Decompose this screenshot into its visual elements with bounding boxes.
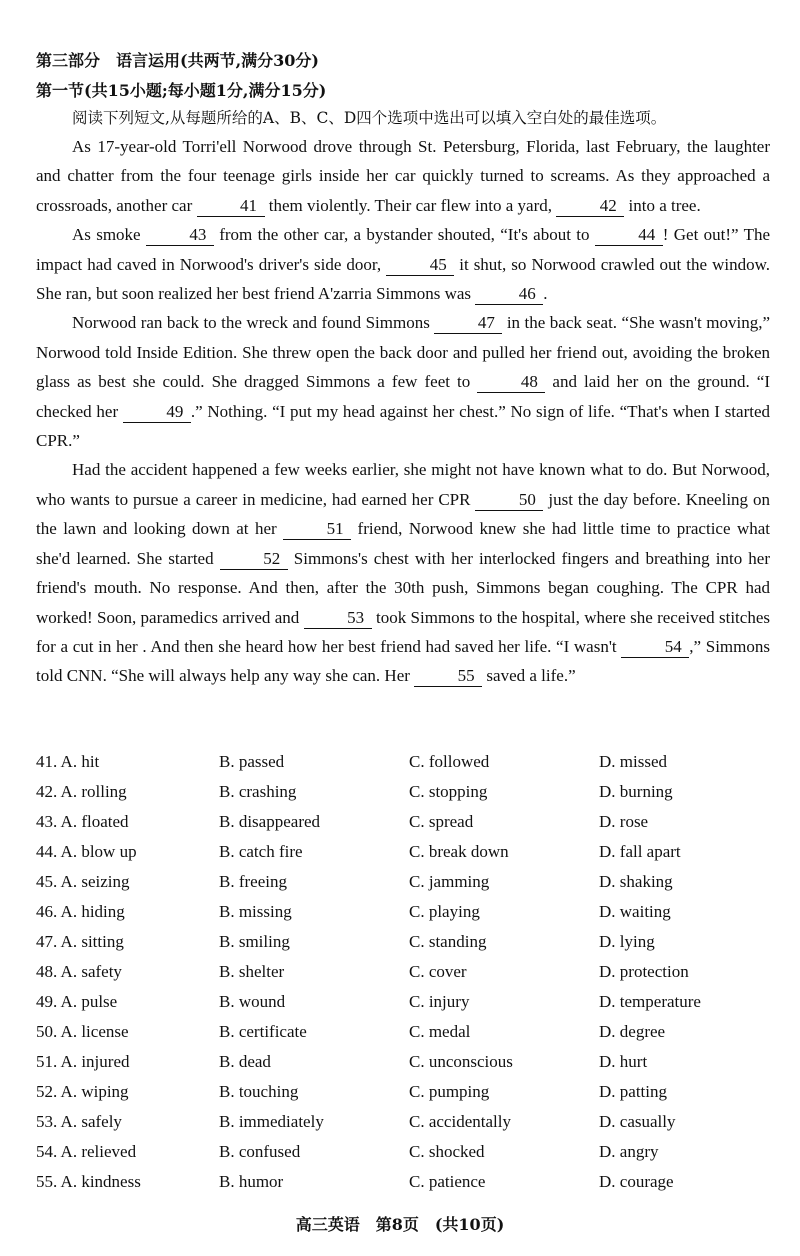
option-b: B. crashing xyxy=(219,782,297,801)
option-d: D. patting xyxy=(599,1082,667,1101)
option-row xyxy=(36,902,776,932)
option-a: 52. A. wiping xyxy=(36,1082,129,1101)
option-row xyxy=(36,992,776,1022)
instruction-text: 阅读下列短文,从每题所给的A、B、C、D四个选项中选出可以填入空白处的最佳选项。 xyxy=(72,109,667,127)
passage-text: ,” Simmons told CNN. “She will always help any way she can. Her xyxy=(36,636,770,686)
option-a: 51. A. injured xyxy=(36,1052,130,1071)
option-b: B. shelter xyxy=(219,962,285,981)
passage-text: and laid her on the ground. “I checked her xyxy=(36,372,770,421)
option-a: 41. A. hit xyxy=(36,752,100,771)
option-a: 54. A. relieved xyxy=(36,1142,137,1161)
option-a: 42. A. rolling xyxy=(36,782,127,801)
option-b: B. touching xyxy=(219,1082,299,1101)
option-c: C. cover xyxy=(409,962,467,981)
option-c: C. patience xyxy=(409,1172,486,1191)
option-a: 43. A. floated xyxy=(36,812,129,831)
option-row xyxy=(36,782,776,812)
option-row xyxy=(36,1112,776,1142)
answer-options xyxy=(36,752,776,1202)
passage-text: took Simmons to the hospital, where she received stitches for a cut in her . And then she heard how her best friend had saved her life. “I wasn't xyxy=(36,607,770,656)
option-d: D. angry xyxy=(599,1142,659,1161)
option-a: 49. A. pulse xyxy=(36,992,118,1011)
option-row xyxy=(36,842,776,872)
option-c: C. spread xyxy=(409,812,474,831)
passage-text: Had the accident happened a few weeks earlier, she might not have known what to do. But Norwood, who wants to pursue a career in medicine, had earned her CPR xyxy=(36,460,770,509)
option-b: B. freeing xyxy=(219,872,287,891)
option-a: 55. A. kindness xyxy=(36,1172,141,1191)
option-row xyxy=(36,1172,776,1202)
page-footer: 高三英语 第8页 (共10页) xyxy=(295,1215,505,1234)
option-row xyxy=(36,812,776,842)
option-b: B. immediately xyxy=(219,1112,324,1131)
option-b: B. certificate xyxy=(219,1022,307,1041)
paragraph-4 xyxy=(36,455,770,690)
option-d: D. temperature xyxy=(599,992,701,1011)
paragraph-3 xyxy=(36,308,770,455)
blank-44: 44 xyxy=(595,225,663,246)
passage-text: into a tree. xyxy=(624,195,701,215)
passage-text: . xyxy=(543,284,548,304)
option-row xyxy=(36,1052,776,1082)
passage-text: As 17-year-old Torri'ell Norwood drove through St. Petersburg, Florida, last February, the laughter and chatter from the four teenage girls inside her car quickly turned to screams. As they approached a crossroads, another car xyxy=(36,137,770,215)
option-a: 48. A. safety xyxy=(36,962,122,981)
option-b: B. missing xyxy=(219,902,292,921)
option-b: B. dead xyxy=(219,1052,271,1071)
option-b: B. disappeared xyxy=(219,812,321,831)
blank-48: 48 xyxy=(477,372,545,393)
option-a: 44. A. blow up xyxy=(36,842,137,861)
option-c: C. medal xyxy=(409,1022,471,1041)
blank-55: 55 xyxy=(414,666,482,687)
option-c: C. jamming xyxy=(409,872,490,891)
section-heading: 第一节(共15小题;每小题1分,满分15分) xyxy=(36,81,327,100)
option-a: 45. A. seizing xyxy=(36,872,130,891)
option-d: D. hurt xyxy=(599,1052,648,1071)
option-row xyxy=(36,932,776,962)
blank-46: 46 xyxy=(475,284,543,305)
blank-49: 49 xyxy=(123,402,191,423)
option-c: C. unconscious xyxy=(409,1052,513,1071)
passage-text: Norwood ran back to the wreck and found Simmons xyxy=(72,313,435,333)
option-b: B. humor xyxy=(219,1172,284,1191)
passage-text: Simmons's chest with her interlocked fingers and breathing into her friend's mouth. No response. And then, after the 30th push, Simmons began coughing. The CPR had worked! Soon, paramedics arrived and xyxy=(36,548,770,627)
option-d: D. shaking xyxy=(599,872,673,891)
option-d: D. waiting xyxy=(599,902,671,921)
option-c: C. injury xyxy=(409,992,470,1011)
option-d: D. rose xyxy=(599,812,649,831)
option-row xyxy=(36,752,776,782)
blank-43: 43 xyxy=(146,225,214,246)
option-d: D. courage xyxy=(599,1172,674,1191)
passage-text: friend, Norwood knew she had little time to practice what she'd learned. She started xyxy=(36,519,770,568)
paragraph-1 xyxy=(36,132,770,220)
option-d: D. missed xyxy=(599,752,667,771)
passage-text: from the other car, a bystander shouted, “It's about to xyxy=(213,225,595,245)
option-d: D. protection xyxy=(599,962,689,981)
option-row xyxy=(36,962,776,992)
option-c: C. stopping xyxy=(409,782,488,801)
option-c: C. break down xyxy=(409,842,509,861)
option-b: B. confused xyxy=(219,1142,301,1161)
blank-54: 54 xyxy=(621,637,689,658)
blank-53: 53 xyxy=(304,608,372,629)
option-c: C. standing xyxy=(409,932,487,951)
passage-text: them violently. Their car flew into a yard, xyxy=(264,195,557,215)
cloze-passage xyxy=(36,132,770,691)
blank-45: 45 xyxy=(386,255,454,276)
passage-text: in the back seat. “She wasn't moving,” Norwood told Inside Edition. She threw open the back door and pulled her friend out, avoiding the broken glass as best she could. She dragged Simmons a few feet to xyxy=(36,313,771,392)
blank-47: 47 xyxy=(434,313,502,334)
option-a: 46. A. hiding xyxy=(36,902,125,921)
part-heading: 第三部分 语言运用(共两节,满分30分) xyxy=(36,51,319,70)
option-row xyxy=(36,872,776,902)
blank-52: 52 xyxy=(220,549,288,570)
option-b: B. smiling xyxy=(219,932,290,951)
option-c: C. playing xyxy=(409,902,480,921)
option-a: 50. A. license xyxy=(36,1022,129,1041)
passage-text: saved a life.” xyxy=(482,666,576,686)
option-d: D. fall apart xyxy=(599,842,681,861)
option-d: D. burning xyxy=(599,782,673,801)
option-row xyxy=(36,1082,776,1112)
option-d: D. lying xyxy=(599,932,655,951)
paragraph-2 xyxy=(36,220,770,308)
option-c: C. accidentally xyxy=(409,1112,511,1131)
option-c: C. followed xyxy=(409,752,490,771)
option-d: D. degree xyxy=(599,1022,666,1041)
option-b: B. passed xyxy=(219,752,285,771)
option-row xyxy=(36,1142,776,1172)
blank-50: 50 xyxy=(475,490,543,511)
option-c: C. pumping xyxy=(409,1082,490,1101)
passage-text: just the day before. Kneeling on the lawn and looking down at her xyxy=(36,489,770,539)
blank-51: 51 xyxy=(283,519,351,540)
option-a: 53. A. safely xyxy=(36,1112,122,1131)
option-row xyxy=(36,1022,776,1052)
option-c: C. shocked xyxy=(409,1142,485,1161)
passage-text: it shut, so Norwood crawled out the window. She ran, but soon realized her best friend A'zarria Simmons was xyxy=(36,254,770,304)
blank-41: 41 xyxy=(197,196,265,217)
passage-text: .” Nothing. “I put my head against her chest.” No sign of life. “That's when I started CPR.” xyxy=(36,401,771,451)
blank-42: 42 xyxy=(556,196,624,217)
option-b: B. wound xyxy=(219,992,286,1011)
option-a: 47. A. sitting xyxy=(36,932,124,951)
option-d: D. casually xyxy=(599,1112,676,1131)
option-b: B. catch fire xyxy=(219,842,303,861)
passage-text: As smoke xyxy=(72,225,146,245)
passage-text: ! Get out!” The impact had caved in Norwood's driver's side door, xyxy=(36,225,770,274)
